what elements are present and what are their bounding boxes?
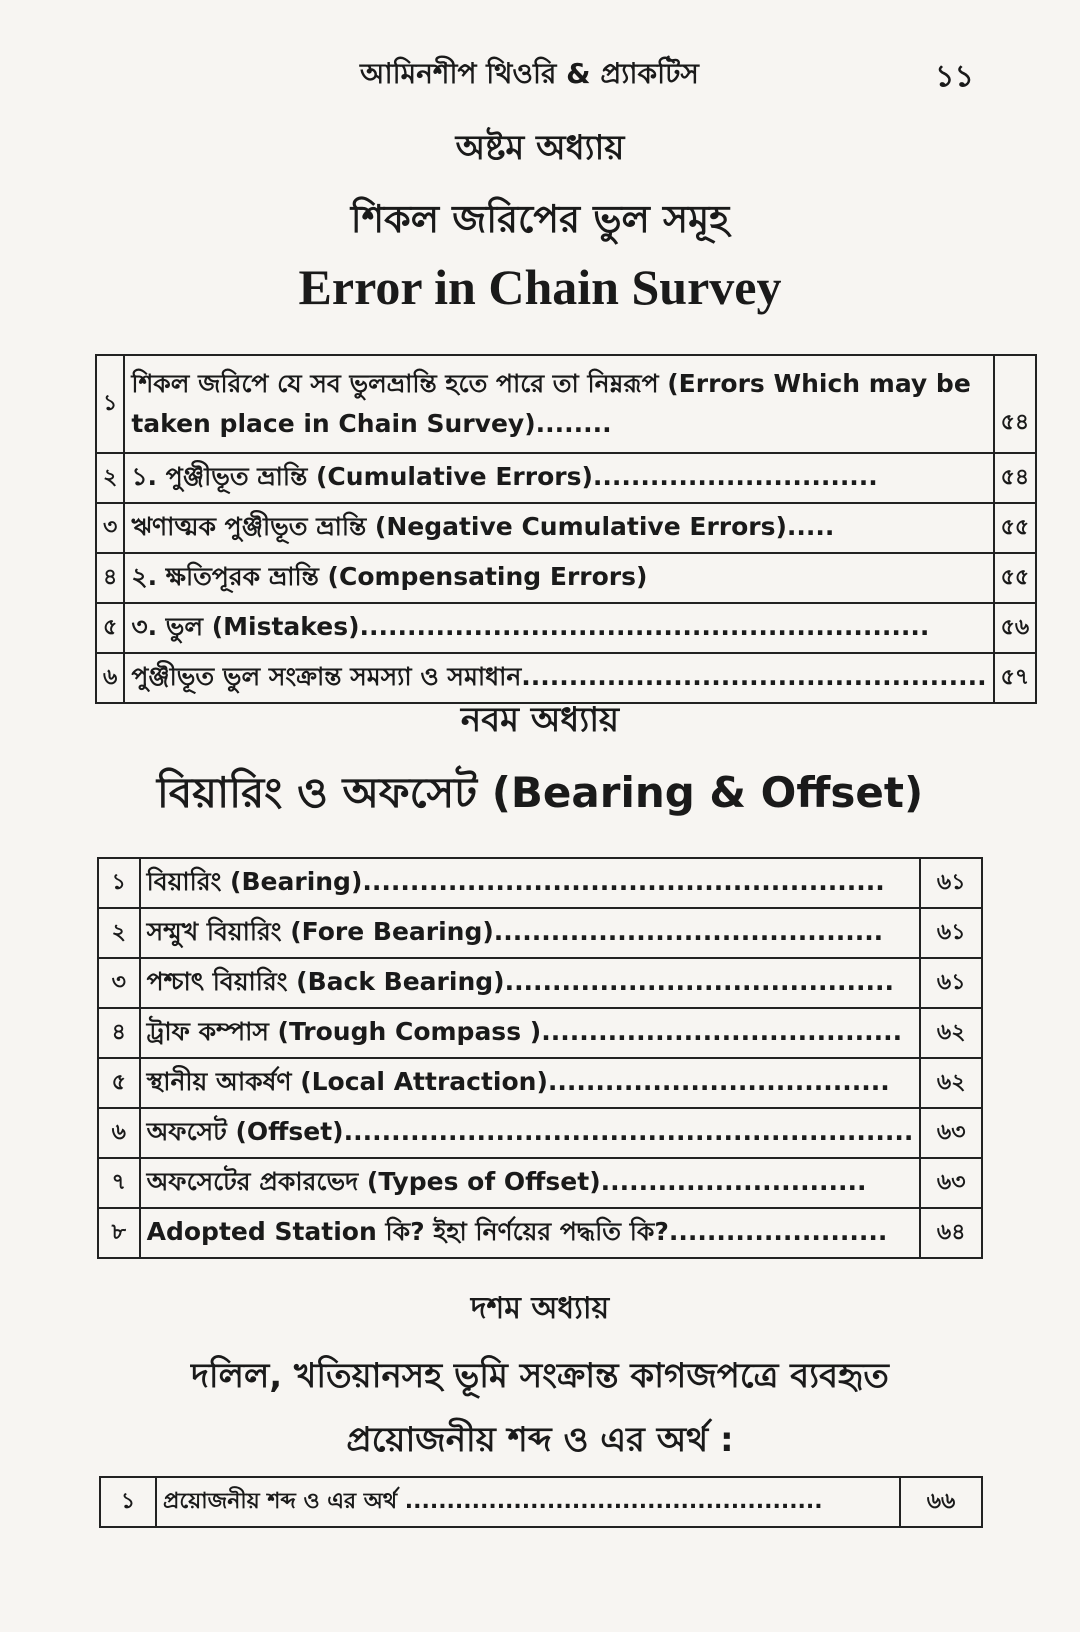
toc-page: ৬১ (920, 958, 982, 1008)
toc-page: ৬১ (920, 908, 982, 958)
toc-row (98, 1058, 982, 1108)
toc-serial: ২ (96, 453, 124, 503)
running-header (0, 48, 1080, 98)
toc-row (96, 553, 1036, 603)
toc-row (100, 1477, 982, 1527)
toc-entry: পুঞ্জীভূত ভুল সংক্রান্ত সমস্যা ও সমাধান................................................. (124, 653, 993, 703)
toc-page: ৫৭ (994, 653, 1037, 703)
chapter-8-label: অষ্টম অধ্যায় (455, 128, 625, 168)
toc-serial: ৪ (96, 553, 124, 603)
toc-serial: ৫ (96, 603, 124, 653)
toc-row (96, 355, 1036, 453)
page-number: ১১ (935, 59, 974, 94)
toc-page: ৬৪ (920, 1208, 982, 1258)
chapter-8-toc-table (95, 354, 1037, 704)
toc-serial: ৬ (96, 653, 124, 703)
toc-entry: ৩. ভুল (Mistakes)............................................................ (124, 603, 993, 653)
toc-row (96, 603, 1036, 653)
toc-row (98, 858, 982, 908)
toc-page: ৫৪ (994, 355, 1037, 453)
toc-entry: বিয়ারিং (Bearing)....................................................... (140, 858, 921, 908)
toc-entry: পশ্চাৎ বিয়ারিং (Back Bearing)......................................... (140, 958, 921, 1008)
toc-row (98, 1108, 982, 1158)
toc-entry: শিকল জরিপে যে সব ভুলভ্রান্তি হতে পারে তা নিম্নরূপ (Errors Which may be taken place in Chain Survey)........ (124, 355, 993, 453)
chapter-9-title: বিয়ারিং ও অফসেট (Bearing & Offset) (156, 768, 924, 817)
toc-entry: ২. ক্ষতিপূরক ভ্রান্তি (Compensating Errors) (124, 553, 993, 603)
toc-entry: প্রয়োজনীয় শব্দ ও এর অর্থ .................................................. (156, 1477, 900, 1527)
toc-serial: ৩ (96, 503, 124, 553)
toc-page: ৫৫ (994, 553, 1037, 603)
toc-row (98, 908, 982, 958)
toc-page: ৫৬ (994, 603, 1037, 653)
book-title: আমিনশীপ থিওরি & প্র্যাকটিস (360, 57, 699, 90)
chapter-8-title-bn: শিকল জরিপের ভুল সমূহ (350, 197, 730, 241)
toc-entry: সম্মুখ বিয়ারিং (Fore Bearing)......................................... (140, 908, 921, 958)
toc-row (98, 1008, 982, 1058)
toc-entry: ট্রাফ কম্পাস (Trough Compass )...................................... (140, 1008, 921, 1058)
toc-entry: স্থানীয় আকর্ষণ (Local Attraction).................................... (140, 1058, 921, 1108)
chapter-10-title-line-2: প্রয়োজনীয় শব্দ ও এর অর্থ : (346, 1420, 734, 1460)
toc-page: ৬৬ (900, 1477, 982, 1527)
toc-entry: অফসেট (Offset)............................................................ (140, 1108, 921, 1158)
toc-row (96, 503, 1036, 553)
toc-serial: ৮ (98, 1208, 140, 1258)
toc-serial: ১ (96, 355, 124, 453)
toc-serial: ২ (98, 908, 140, 958)
toc-page: ৬২ (920, 1008, 982, 1058)
toc-page: ৫৪ (994, 453, 1037, 503)
chapter-10-title-line-1: দলিল, খতিয়ানসহ ভূমি সংক্রান্ত কাগজপত্রে ব্যবহৃত (191, 1356, 889, 1396)
toc-row (98, 958, 982, 1008)
chapter-9-label: নবম অধ্যায় (460, 700, 620, 740)
toc-serial: ১ (98, 858, 140, 908)
toc-entry: ঋণাত্মক পুঞ্জীভূত ভ্রান্তি (Negative Cumulative Errors)..... (124, 503, 993, 553)
toc-entry: ১. পুঞ্জীভূত ভ্রান্তি (Cumulative Errors).............................. (124, 453, 993, 503)
toc-row (96, 453, 1036, 503)
toc-serial: ৬ (98, 1108, 140, 1158)
chapter-8-title-en: Error in Chain Survey (298, 259, 782, 315)
toc-row (98, 1158, 982, 1208)
toc-serial: ১ (100, 1477, 156, 1527)
chapter-9-toc-table (97, 857, 983, 1259)
toc-serial: ৩ (98, 958, 140, 1008)
chapter-10-toc-table (99, 1476, 983, 1528)
chapter-10-label: দশম অধ্যায় (470, 1291, 610, 1326)
toc-serial: ৪ (98, 1008, 140, 1058)
toc-page: ৬৩ (920, 1158, 982, 1208)
toc-entry: Adopted Station কি? ইহা নির্ণয়ের পদ্ধতি কি?....................... (140, 1208, 921, 1258)
toc-page: ৬২ (920, 1058, 982, 1108)
toc-serial: ৭ (98, 1158, 140, 1208)
toc-page: ৫৫ (994, 503, 1037, 553)
toc-entry: অফসেটের প্রকারভেদ (Types of Offset)............................ (140, 1158, 921, 1208)
toc-row (98, 1208, 982, 1258)
toc-serial: ৫ (98, 1058, 140, 1108)
toc-page: ৬১ (920, 858, 982, 908)
toc-page: ৬৩ (920, 1108, 982, 1158)
